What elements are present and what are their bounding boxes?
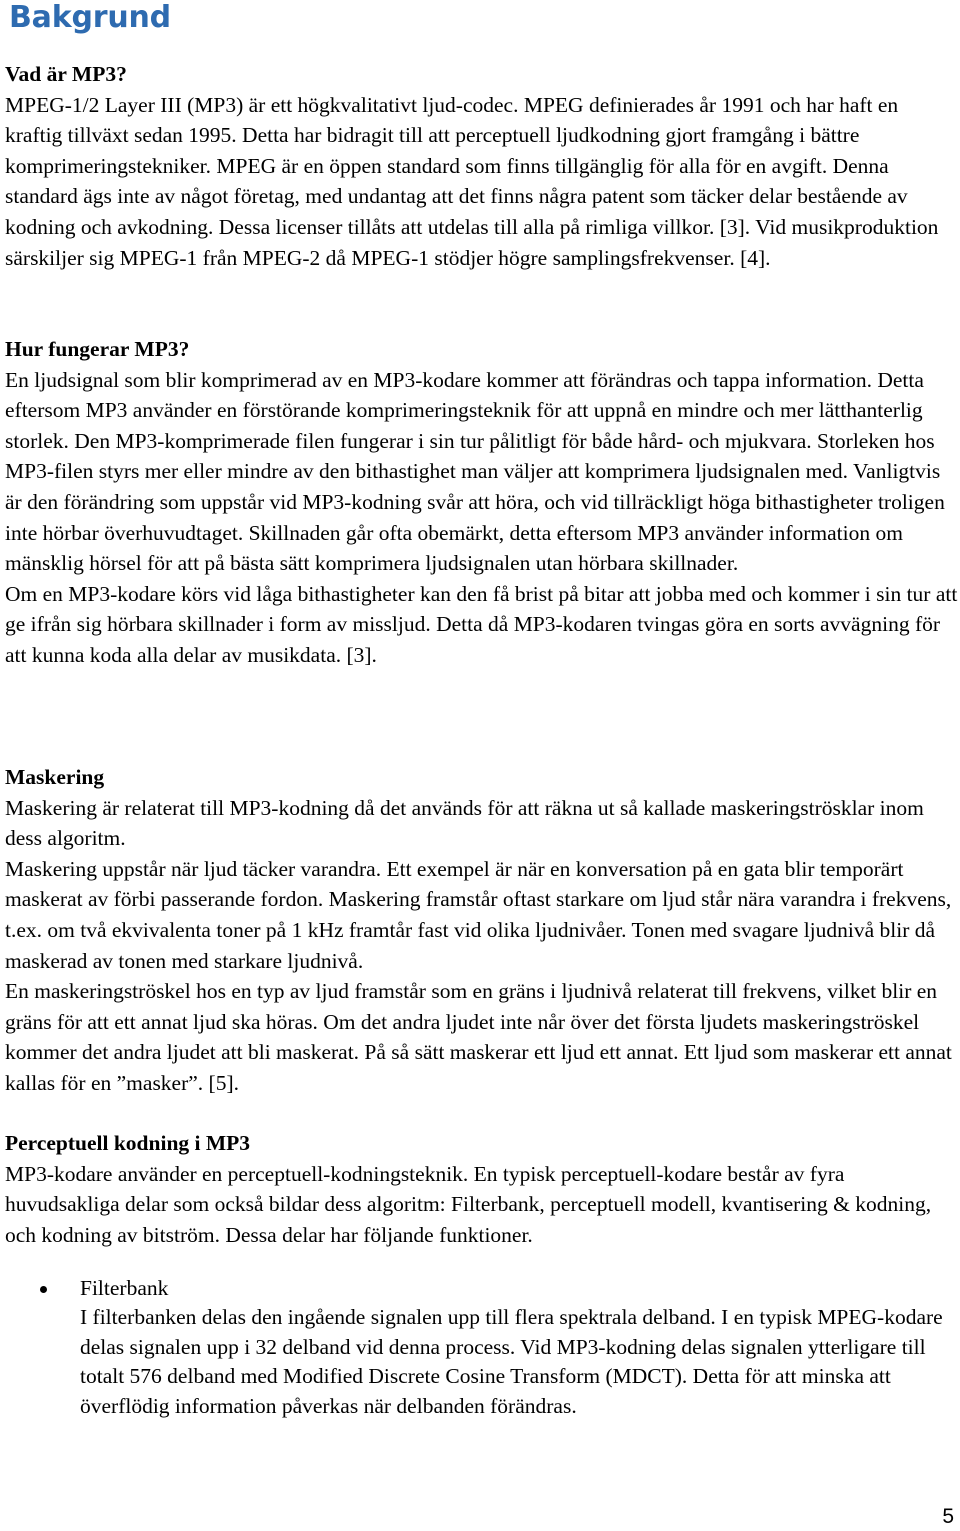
list-item-title: Filterbank (80, 1276, 169, 1300)
section-title: Maskering (5, 765, 105, 789)
list-item-content (80, 1274, 958, 1421)
bullet-dot-icon (40, 1286, 47, 1293)
section-perceptual-coding (5, 1128, 958, 1250)
paragraph: Maskering uppstår när ljud täcker varandra. Ett exempel är när en konversation på en gata blir temporärt maskerat av förbi passerande fordon. Maskering framstår oftast starkare om ljud står nära varandra i frekvens, t.ex. om två ekvivalenta toner på 1 kHz framtår fast vid olika ljudnivåer. Tonen med svagare ljudnivå blir då maskerad av tonen med starkare ljudnivå. (5, 856, 952, 973)
section-title: Perceptuell kodning i MP3 (5, 1131, 251, 1155)
paragraph: Maskering är relaterat till MP3-kodning då det används för att räkna ut så kallade maskeringströsklar inom dess algoritm. (5, 795, 924, 851)
page-number: 5 (942, 1505, 954, 1528)
list-item-text: I filterbanken delas den ingående signalen upp till flera spektrala delband. I en typisk MPEG-kodare delas signalen upp i 32 delband vid denna process. Vid MP3-kodning delas signalen ytterligare till totalt 576 delband med Modified Discrete Cosine Transform (MDCT). Detta för att minska att överflödig information påverkas när delbanden förändras. (80, 1305, 943, 1418)
paragraph: Om en MP3-kodare körs vid låga bithastigheter kan den få brist på bitar att jobba med och kommer i sin tur att ge ifrån sig hörbara skillnader i form av missljud. Detta då MP3-kodaren tvingas göra en sorts avvägning för att kunna koda alla delar av musikdata. [3]. (5, 581, 958, 667)
section-title: Vad är MP3? (5, 62, 127, 86)
paragraph: En maskeringströskel hos en typ av ljud framstår som en gräns i ljudnivå relaterat till frekvens, vilket blir en gräns för att ett annat ljud ska höras. Om det andra ljudet inte når över det första ljudets maskeringströskel kommer det andra ljudet att bli maskerat. På så sätt maskerar ett ljud ett annat. Ett ljud som maskerar ett annat kallas för en ”masker”. [5]. (5, 979, 952, 1095)
section-what-is-mp3 (5, 59, 958, 273)
section-masking (5, 762, 958, 1099)
page-heading: Bakgrund (9, 0, 171, 35)
paragraph: MP3-kodare använder en perceptuell-kodningsteknik. En typisk perceptuell-kodare består av fyra huvudsakliga delar som också bildar dess algoritm: Filterbank, perceptuell modell, kvantisering & kodning, och kodning av bitström. Dessa delar har följande funktioner. (5, 1161, 932, 1247)
paragraph: MPEG-1/2 Layer III (MP3) är ett högkvalitativt ljud-codec. MPEG definierades år 1991 och har haft en kraftig tillväxt sedan 1995. Detta har bidragit till att perceptuell ljudkodning gjort framgång i bättre komprimeringstekniker. MPEG är en öppen standard som finns tillgänglig för alla för en avgift. Denna standard ägs inte av något företag, med undantag att det finns några patent som täcker delar bestående av kodning och avkodning. Dessa licenser tillåts att utdelas till alla på rimliga villkor. [3]. Vid musikproduktion särskiljer sig MPEG-1 från MPEG-2 då MPEG-1 stödjer högre samplingsfrekvenser. [4]. (5, 92, 939, 270)
paragraph: En ljudsignal som blir komprimerad av en MP3-kodare kommer att förändras och tappa information. Detta eftersom MP3 använder en förstörande komprimeringsteknik för att uppnå en mindre och mer lätthanterlig storlek. Den MP3-komprimerade filen fungerar i sin tur pålitligt för både hård- och mjukvara. Storleken hos MP3-filen styrs mer eller mindre av den bithastighet man väljer att komprimera ljudsignalen med. Vanligtvis är den förändring som uppstår vid MP3-kodning svår att höra, och vid tillräckligt höga bithastigheter troligen inte hörbar överhuvudtaget. Skillnaden går ofta obemärkt, detta eftersom MP3 använder information om mänsklig hörsel för att på bästa sätt komprimera ljudsignalen utan hörbara skillnader. (5, 367, 945, 576)
section-title: Hur fungerar MP3? (5, 337, 190, 361)
section-how-mp3-works (5, 334, 958, 671)
